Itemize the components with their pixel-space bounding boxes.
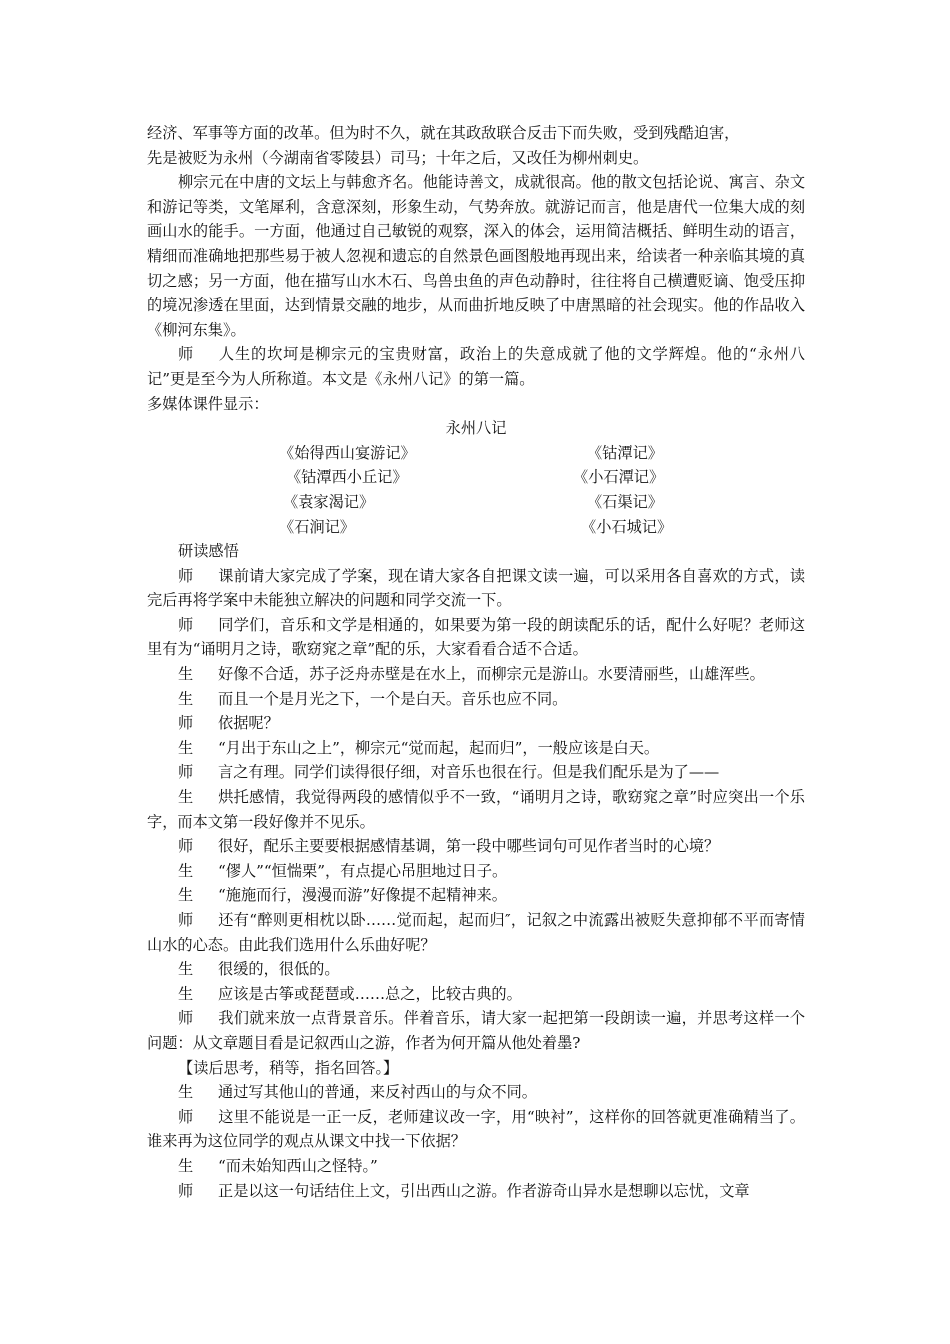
list-item	[147, 441, 805, 466]
document-page	[147, 121, 805, 1203]
bio-paragraph: 柳宗元在中唐的文坛上与韩愈齐名。他能诗善文，成就很高。他的散文包括论说、寓言、杂文和游记等类，文笔犀利，含意深刻，形象生动，气势奔放。就游记而言，他是唐代一位集大成的刻画山水的能手。一方面，他通过自己敏锐的观察，深入的体会，运用简洁概括、鲜明生动的语言，精细而准确地把那些易于被人忽视和遗忘的自然景色画图般地再现出来，给读者一种亲临其境的真切之感；另一方面，他在描写山水木石、鸟兽虫鱼的声色动静时，往往将自己横遭贬谪、饱受压抑的境况渗透在里面，达到情景交融的地步，从而曲折地反映了中唐黑暗的社会现实。他的作品收入《柳河东集》。	[147, 173, 805, 339]
speaker-label: 师	[178, 714, 194, 733]
teacher-intro	[147, 342, 805, 391]
speaker-label: 师	[178, 566, 194, 585]
utterance-text: 通过写其他山的普通，来反衬西山的与众不同。	[218, 1083, 537, 1102]
speaker-label: 师	[178, 345, 194, 364]
essay-title: 《小石潭记》	[573, 468, 665, 487]
yongzhou-title: 永州八记	[445, 419, 507, 438]
speaker-label: 师	[178, 615, 194, 634]
multimedia-label: 多媒体课件显示：	[147, 394, 269, 413]
speaker-label: 生	[178, 1083, 194, 1102]
dialogue-line	[147, 687, 805, 712]
essay-title: 《石渠记》	[587, 492, 663, 511]
essay-title: 《石涧记》	[279, 517, 355, 536]
dialogue-line	[147, 1006, 805, 1055]
dialogue-line	[147, 1154, 805, 1179]
utterance-text: 同学们，音乐和文学是相通的，如果要为第一段的朗读配乐的话，配什么好呢？老师这里有为“诵明月之诗，歌窈窕之章”配的乐，大家看看合适不合适。	[147, 615, 805, 659]
section-heading: 研读感悟	[178, 542, 239, 561]
dialogue-line	[147, 564, 805, 613]
dialogue-line	[147, 662, 805, 687]
dialogue-line	[147, 1179, 805, 1204]
utterance-text: “月出于东山之上”，柳宗元“觉而起，起而归”，一般应该是白天。	[218, 738, 660, 757]
utterance-text: 好像不合适，苏子泛舟赤壁是在水上，而柳宗元是游山。水要清丽些，山雄浑些。	[218, 665, 765, 684]
utterance-text: 依据呢？	[218, 714, 279, 733]
utterance-text: 我们就来放一点背景音乐。伴着音乐，请大家一起把第一段朗读一遍，并思考这样一个问题：从文章题目看是记叙西山之游，作者为何开篇从他处着墨?	[147, 1009, 805, 1052]
utterance-text: 这里不能说是一正一反，老师建议改一字，用“映衬”，这样你的回答就更准确精当了。谁来再为这位同学的观点从课文中找一下依据？	[147, 1107, 805, 1151]
utterance-text: “僇人”“恒惴栗”，有点提心吊胆地过日子。	[218, 861, 508, 880]
dialogue-line	[147, 859, 805, 884]
essay-title: 《始得西山宴游记》	[279, 443, 416, 462]
list-item	[147, 465, 805, 490]
utterance-text: 还有“醉则更相枕以卧……觉而起，起而归″，记叙之中流露出被贬失意抑郁不平而寄情山水的心态。由此我们选用什么乐曲好呢？	[147, 911, 805, 954]
dialogue-line	[147, 1080, 805, 1105]
utterance-text: 很好，配乐主要要根据感情基调，第一段中哪些词句可见作者当时的心境？	[218, 837, 720, 856]
dialogue-line	[147, 957, 805, 982]
utterance-text: 烘托感情，我觉得两段的感情似乎不一致，“诵明月之诗，歌窈窕之章”时应突出一个乐字，而本文第一段好像并不见乐。	[147, 788, 805, 831]
utterance-text: 很缓的，很低的。	[218, 960, 340, 979]
dialogue-block-2	[147, 1080, 805, 1203]
dialogue-line	[147, 982, 805, 1007]
speaker-label: 师	[178, 911, 194, 930]
dialogue-line	[147, 908, 805, 957]
utterance-text: 正是以这一句话结住上文，引出西山之游。作者游奇山异水是想聊以忘忧，文章	[218, 1181, 750, 1200]
speaker-label: 生	[178, 861, 194, 880]
dialogue-line	[147, 711, 805, 736]
speaker-label: 师	[178, 763, 194, 782]
essay-title: 《钴潭西小丘记》	[286, 468, 408, 487]
intro-tail-line-1: 经济、军事等方面的改革。但为时不久，就在其政敌联合反击下而失败，受到残酷迫害，	[147, 124, 740, 142]
list-item	[147, 515, 805, 540]
utterance-text: 言之有理。同学们读得很仔细，对音乐也很在行。但是我们配乐是为了——	[218, 763, 720, 782]
speaker-label: 师	[178, 1181, 194, 1200]
list-item	[147, 490, 805, 515]
dialogue-block	[147, 564, 805, 1056]
utterance-text: 人生的坎坷是柳宗元的宝贵财富，政治上的失意成就了他的文学辉煌。他的“永州八记”更是至今为人所称道。本文是《永州八记》的第一篇。	[147, 345, 805, 388]
essay-title: 《袁家渴记》	[283, 492, 375, 511]
essay-title: 《小石城记》	[581, 517, 673, 536]
speaker-label: 生	[178, 665, 194, 684]
stage-note: 【读后思考，稍等，指名回答。】	[178, 1058, 399, 1077]
speaker-label: 生	[178, 886, 194, 905]
speaker-label: 师	[178, 1009, 194, 1028]
yongzhou-list	[147, 441, 805, 539]
speaker-label: 生	[178, 984, 194, 1003]
essay-title: 《钴潭记》	[587, 443, 663, 462]
dialogue-line	[147, 760, 805, 785]
speaker-label: 生	[178, 960, 194, 979]
dialogue-line	[147, 613, 805, 662]
utterance-text: 应该是古筝或琵琶或……总之，比较古典的。	[218, 984, 522, 1003]
speaker-label: 师	[178, 837, 194, 856]
utterance-text: “施施而行，漫漫而游”好像提不起精神来。	[218, 886, 507, 905]
utterance-text: 而且一个是月光之下，一个是白天。音乐也应不同。	[218, 689, 568, 708]
utterance-text: “而未始知西山之怪特。”	[218, 1156, 378, 1175]
intro-tail-line-2: 先是被贬为永州（今湖南省零陵县）司马；十年之后，又改任为柳州刺史。	[147, 148, 649, 167]
dialogue-line	[147, 1105, 805, 1154]
utterance-text: 课前请大家完成了学案，现在请大家各自把课文读一遍，可以采用各自喜欢的方式，读完后再将学案中未能独立解决的问题和同学交流一下。	[147, 566, 805, 610]
speaker-label: 生	[178, 1156, 194, 1175]
speaker-label: 生	[178, 788, 194, 807]
dialogue-line	[147, 834, 805, 859]
speaker-label: 师	[178, 1107, 194, 1126]
dialogue-line	[147, 785, 805, 834]
dialogue-line	[147, 883, 805, 908]
speaker-label: 生	[178, 738, 194, 757]
speaker-label: 生	[178, 689, 194, 708]
dialogue-line	[147, 736, 805, 761]
